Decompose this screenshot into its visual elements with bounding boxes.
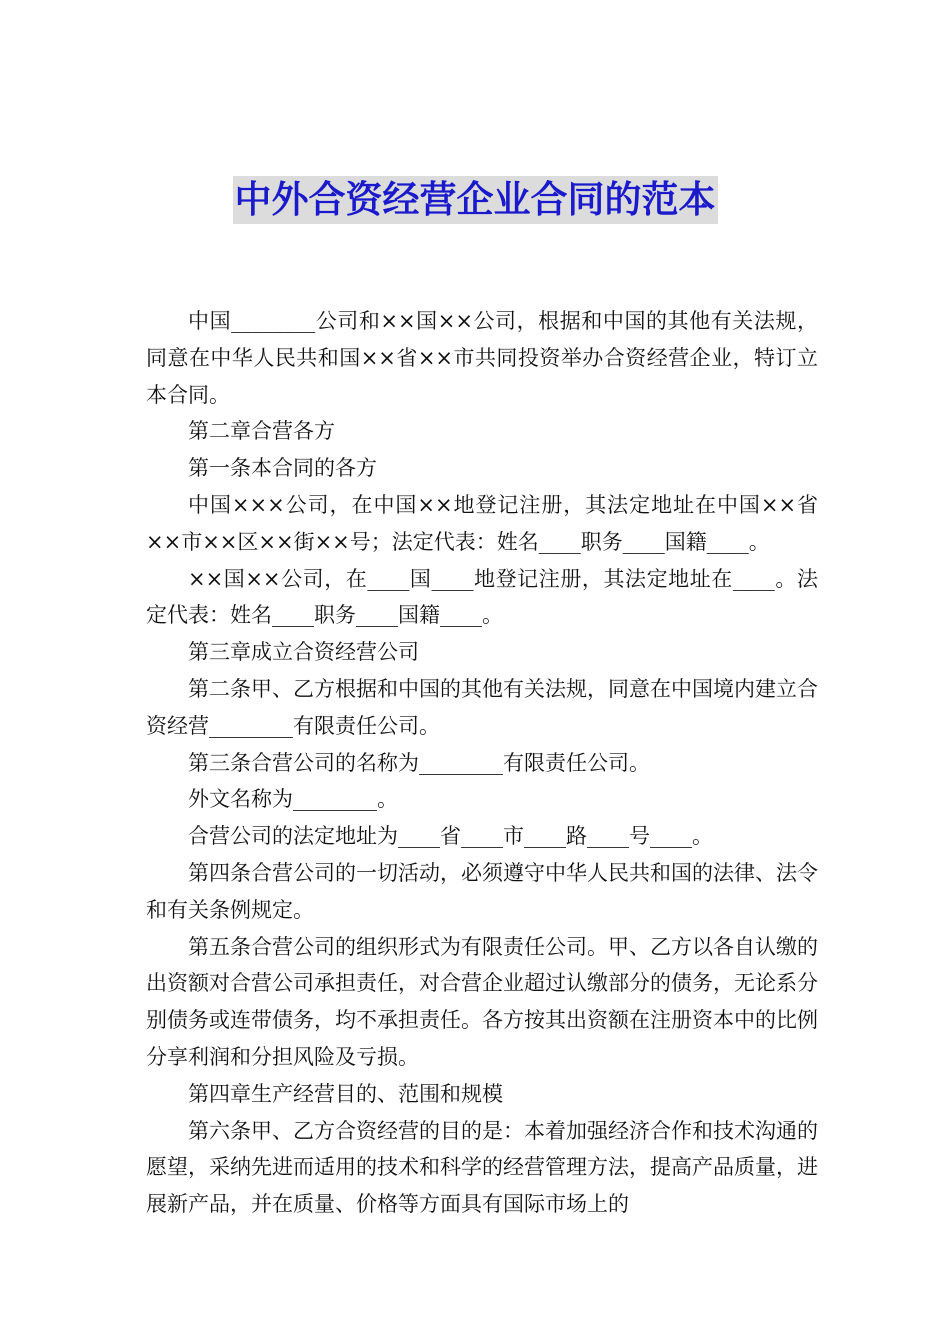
document-body bbox=[146, 303, 818, 1223]
article-heading: 第一条本合同的各方 bbox=[188, 456, 377, 481]
paragraph: 合营公司的法定地址为____省____市____路____号____。 bbox=[188, 824, 713, 849]
chapter-heading: 第三章成立合资经营公司 bbox=[188, 640, 419, 665]
paragraph: 第三条合营公司的名称为________有限责任公司。 bbox=[188, 750, 650, 775]
chapter-heading: 第二章合营各方 bbox=[188, 419, 335, 444]
paragraph: 第六条甲、乙方合资经营的目的是：本着加强经济合作和技术沟通的愿望，采纳先进而适用的技术和科学的经营管理方法，提高产品质量，进展新产品，并在质量、价格等方面具有国际市场上的 bbox=[146, 1118, 818, 1217]
document-title: 中外合资经营企业合同的范本 bbox=[233, 176, 718, 224]
paragraph: 中国×××公司，在中国××地登记注册，其法定地址在中国××省××市××区××街××号；法定代表：姓名____职务____国籍____。 bbox=[146, 492, 818, 554]
paragraph: 中国________公司和××国××公司，根据和中国的其他有关法规，同意在中华人民共和国××省××市共同投资举办合资经营企业，特订立本合同。 bbox=[146, 309, 818, 407]
paragraph: 第二条甲、乙方根据和中国的其他有关法规，同意在中国境内建立合资经营________有限责任公司。 bbox=[146, 676, 818, 738]
paragraph: 第四条合营公司的一切活动，必须遵守中华人民共和国的法律、法令和有关条例规定。 bbox=[146, 860, 818, 922]
paragraph: ××国××公司，在____国____地登记注册，其法定地址在____。法定代表：姓名____职务____国籍____。 bbox=[146, 566, 818, 628]
paragraph: 外文名称为________。 bbox=[188, 787, 398, 812]
title-area bbox=[0, 176, 950, 224]
paragraph: 第五条合营公司的组织形式为有限责任公司。甲、乙方以各自认缴的出资额对合营公司承担责任，对合营企业超过认缴部分的债务，无论系分别债务或连带债务，均不承担责任。各方按其出资额在注册资本中的比例分享利润和分担风险及亏损。 bbox=[146, 934, 818, 1069]
chapter-heading: 第四章生产经营目的、范围和规模 bbox=[188, 1081, 503, 1106]
